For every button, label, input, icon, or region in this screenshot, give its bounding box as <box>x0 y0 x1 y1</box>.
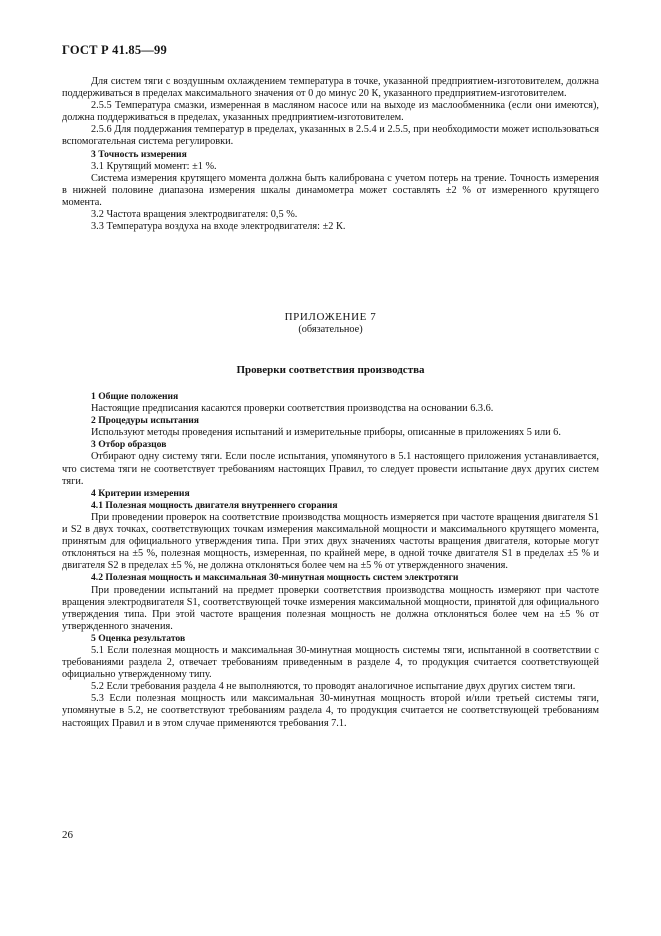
paragraph: 3.3 Температура воздуха на входе электродвигателя: ±2 К. <box>91 221 346 233</box>
appendix-text-block <box>62 391 599 730</box>
section-heading: 3 Отбор образцов <box>91 439 167 451</box>
appendix-title: ПРИЛОЖЕНИЕ 7 <box>284 311 377 323</box>
appendix-subtitle: (обязательное) <box>298 324 363 335</box>
paragraph: 3.2 Частота вращения электродвигателя: 0,5 %. <box>91 209 298 221</box>
section-heading: 2 Процедуры испытания <box>91 415 199 427</box>
paragraph: Настоящие предписания касаются проверки соответствия производства на основании 6.3.6. <box>91 403 494 415</box>
section-heading: 4 Критерии измерения <box>91 487 190 499</box>
paragraph: 5.3 Если полезная мощность или максимальная 30-минутная мощность второй и/или третьей системы тяги, упомянутые в 5.2, не соответствуют требованиям раздела 4, то продукция считается не соответствующей требованиям настоящих Правил и в этом случае применяются требования 7.1. <box>62 693 599 729</box>
paragraph: 2.5.6 Для поддержания температур в пределах, указанных в 2.5.4 и 2.5.5, при необходимости может использоваться вспомогательная система регулировки. <box>62 124 599 148</box>
paragraph: Система измерения крутящего момента должна быть калибрована с учетом потерь на трение. Точность измерения в нижней половине диапазона измерения шкалы динамометра может составлять ±2 % от измеренного крутящего момента. <box>62 172 599 208</box>
paragraph: 5.1 Если полезная мощность и максимальная 30-минутная мощность системы тяги, испытанной в соответствии с требованиями раздела 2, отвечает требованиям приведенным в разделе 4, то продукция считается соответствующей официально утвержденному типу. <box>62 644 599 681</box>
page-header: ГОСТ Р 41.85—99 <box>62 43 167 57</box>
paragraph: При проведении проверок на соответствие производства мощность измеряется при частоте вращения двигателя S1 и S2 в двух точках, соответствующих точкам измерения максимальной мощности и максимального крутящего момента, принятым для официального утверждения типа. При этих двух значениях частоты вращения двигателя, которые могут отклоняться на ±5 %, полезная мощность, измеренная, по крайней мере, в одной точке двигателя S1 в пределах ±5 % и двигателя S2 в пределах ±5 %, не должна отклоняться более чем на ±5 % от утвержденного значения. <box>62 511 599 572</box>
paragraph: Для систем тяги с воздушным охлаждением температура в точке, указанной предприятием-изготовителем, должна поддерживаться в пределах максимального значения от 0 до минус 20 К, указанного предприятием-изготовителем. <box>62 76 599 100</box>
section-heading: 3 Точность измерения <box>91 148 187 160</box>
appendix-section-title: Проверки соответствия производства <box>236 364 425 376</box>
paragraph: Отбирают одну систему тяги. Если после испытания, упомянутого в 5.1 настоящего приложения устанавливается, что система тяги не соответствует требованиям настоящих Правил, то следует провести испытание двух других систем тяги. <box>62 451 599 487</box>
page-number: 26 <box>62 829 73 841</box>
section-heading: 5 Оценка результатов <box>91 632 186 644</box>
paragraph: Используют методы проведения испытаний и измерительные приборы, описанные в приложениях 5 или 6. <box>91 427 561 439</box>
paragraph: 3.1 Крутящий момент: ±1 %. <box>91 160 217 172</box>
paragraph: 5.2 Если требования раздела 4 не выполняются, то проводят аналогичное испытание двух других систем тяги. <box>91 681 576 693</box>
section-heading: 1 Общие положения <box>91 391 179 402</box>
top-text-block <box>62 76 599 233</box>
section-heading: 4.1 Полезная мощность двигателя внутреннего сгорания <box>91 499 338 511</box>
paragraph: 2.5.5 Температура смазки, измеренная в масляном насосе или на выходе из маслообменника (если они имеются), должна поддерживаться в пределах, указанных предприятием-изготовителем. <box>62 100 599 124</box>
section-heading: 4.2 Полезная мощность и максимальная 30-минутная мощность систем электротяги <box>91 572 459 584</box>
paragraph: При проведении испытаний на предмет проверки соответствия производства мощность измеряют при частоте вращения электродвигателя S1, соответствующей точке измерения максимальной мощности, принятой для официального утверждения типа. При этой частоте вращения полезная мощность не должна отклоняться более чем на ±5 % от утвержденного значения. <box>62 584 599 632</box>
